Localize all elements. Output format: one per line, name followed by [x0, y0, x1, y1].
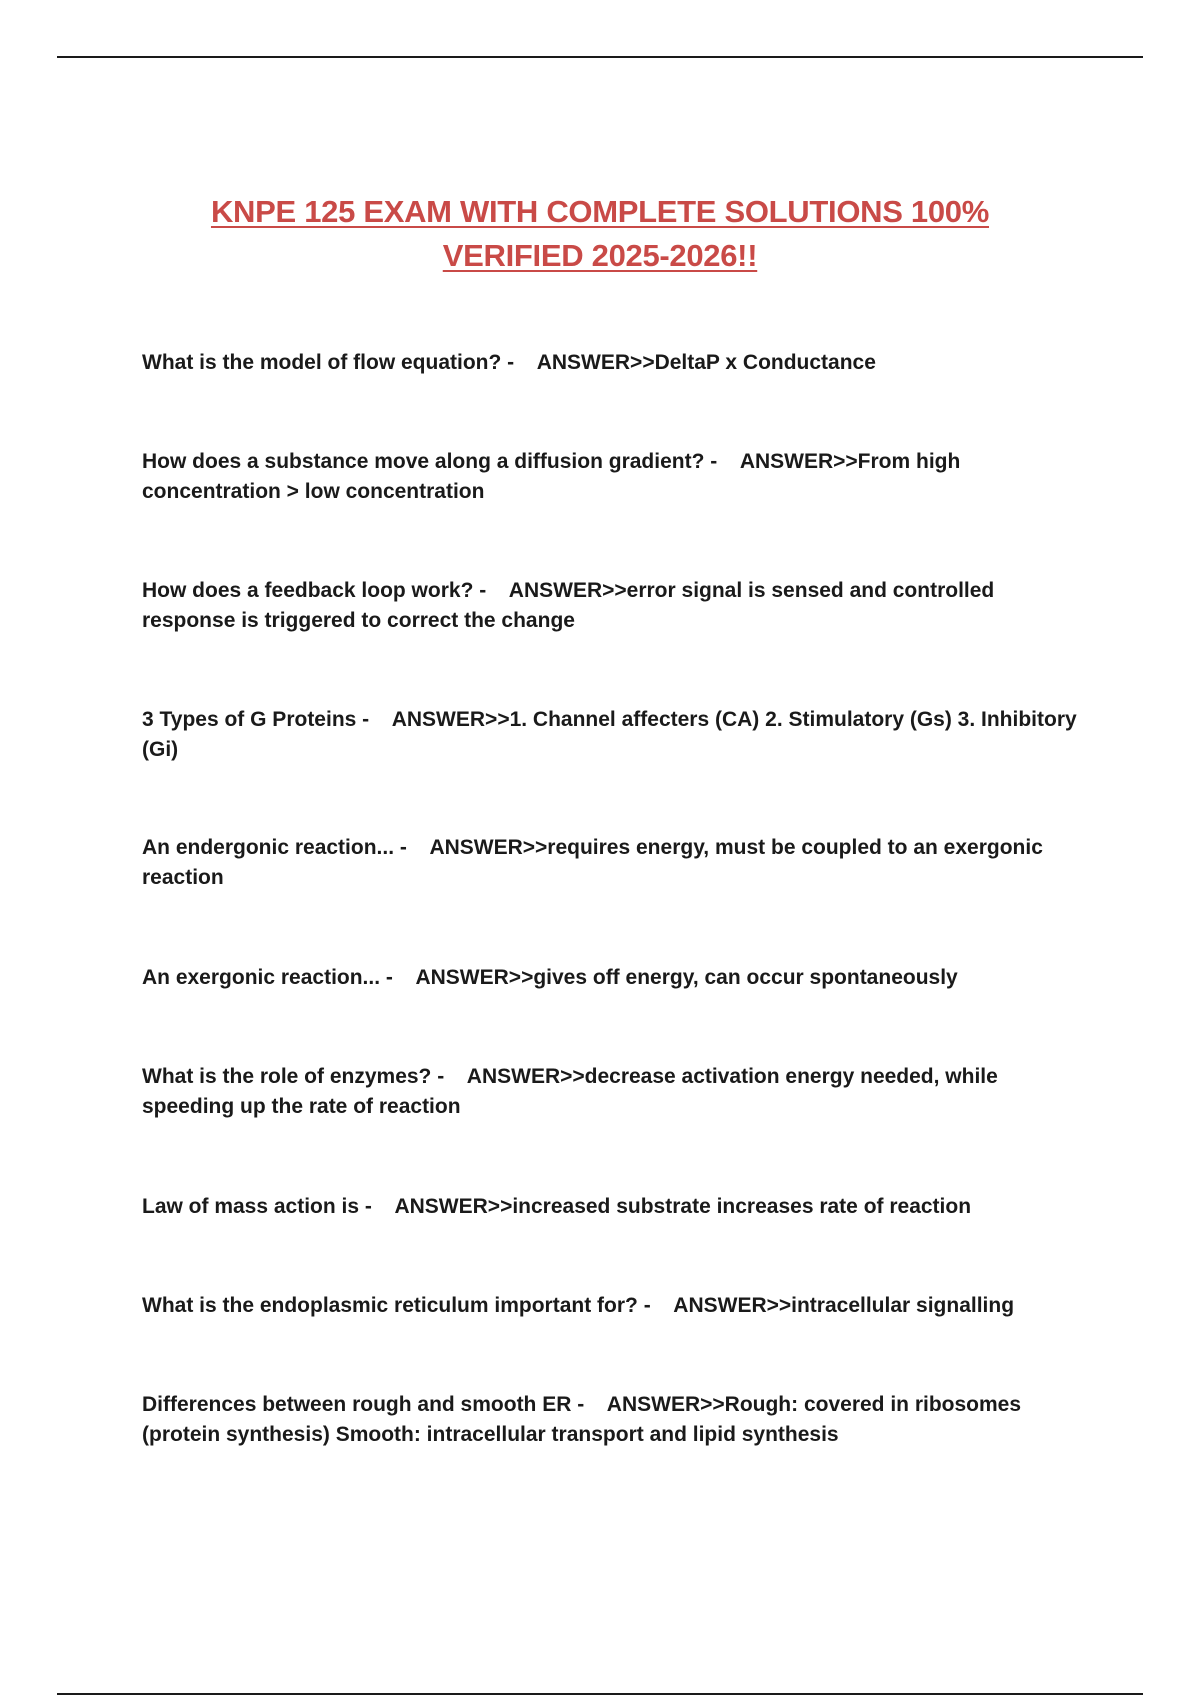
bottom-divider	[57, 1693, 1143, 1695]
qa-item	[142, 1062, 1082, 1122]
title-line-1: KNPE 125 EXAM WITH COMPLETE SOLUTIONS 100%	[210, 194, 990, 229]
qa-answer: ANSWER>>gives off energy, can occur spontaneously	[415, 966, 958, 989]
qa-separator: -	[356, 708, 392, 731]
qa-question: What is the role of enzymes?	[142, 1065, 432, 1088]
qa-answer: ANSWER>>error signal is sensed and controlled response is triggered to correct the change	[142, 579, 995, 632]
qa-separator: -	[394, 836, 430, 859]
qa-item	[142, 963, 1082, 993]
qa-answer: ANSWER>>requires energy, must be coupled to an exergonic reaction	[142, 836, 1043, 889]
qa-separator: -	[571, 1393, 607, 1416]
top-divider	[57, 56, 1143, 58]
qa-question: How does a substance move along a diffusion gradient?	[142, 450, 705, 473]
qa-answer: ANSWER>>increased substrate increases rate of reaction	[394, 1195, 972, 1218]
qa-question: 3 Types of G Proteins	[142, 708, 357, 731]
qa-item	[142, 576, 1082, 636]
qa-question: An exergonic reaction...	[142, 966, 381, 989]
qa-item	[142, 1192, 1082, 1222]
qa-item	[142, 348, 1082, 378]
qa-answer: ANSWER>>From high concentration > low concentration	[142, 450, 961, 503]
qa-question: What is the endoplasmic reticulum important for?	[142, 1294, 638, 1317]
qa-answer: ANSWER>>1. Channel affecters (CA) 2. Stimulatory (Gs) 3. Inhibitory (Gi)	[142, 708, 1077, 761]
qa-answer: ANSWER>>DeltaP x Conductance	[536, 351, 876, 374]
qa-item	[142, 833, 1082, 893]
qa-question: What is the model of flow equation?	[142, 351, 502, 374]
qa-answer: ANSWER>>intracellular signalling	[673, 1294, 1015, 1317]
qa-question: Law of mass action is	[142, 1195, 360, 1218]
qa-question: Differences between rough and smooth ER	[142, 1393, 572, 1416]
qa-question: How does a feedback loop work?	[142, 579, 474, 602]
qa-separator: -	[380, 966, 416, 989]
qa-item	[142, 705, 1082, 765]
qa-question: An endergonic reaction...	[142, 836, 395, 859]
qa-answer: ANSWER>>Rough: covered in ribosomes (protein synthesis) Smooth: intracellular transport and lipid synthesis	[142, 1393, 1022, 1446]
qa-separator: -	[704, 450, 740, 473]
qa-separator: -	[359, 1195, 395, 1218]
qa-separator: -	[637, 1294, 674, 1317]
qa-item	[142, 1291, 1082, 1321]
document-title	[120, 190, 1080, 278]
qa-item	[142, 1390, 1082, 1450]
title-line-2: VERIFIED 2025-2026!!	[442, 238, 758, 273]
qa-separator: -	[473, 579, 509, 602]
qa-separator: -	[501, 351, 537, 374]
qa-separator: -	[431, 1065, 467, 1088]
qa-item	[142, 447, 1082, 507]
qa-answer: ANSWER>>decrease activation energy needed, while speeding up the rate of reaction	[142, 1065, 998, 1118]
